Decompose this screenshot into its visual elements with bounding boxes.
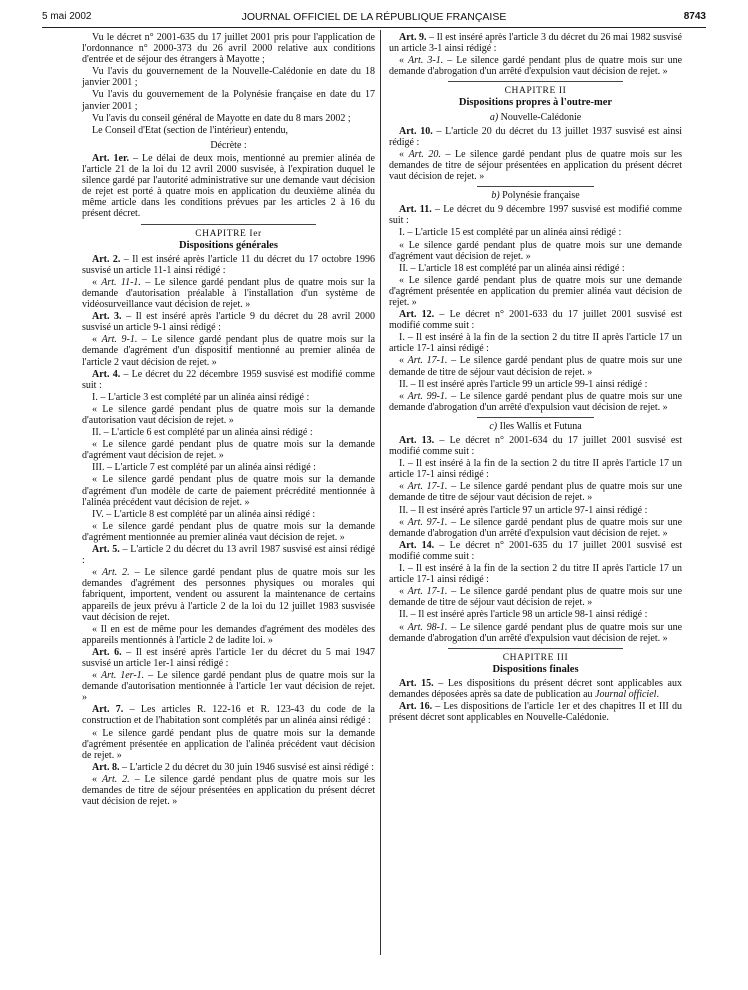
divider	[448, 81, 624, 82]
article-7-quote: « Le silence gardé pendant plus de quatre mois sur la demande d'agrément présentée en application de l'alinéa précédent vaut décision de rejet. »	[82, 727, 375, 761]
article-1: Art. 1er. – Le délai de deux mois, mentionné au premier alinéa de l'article 21 de la loi du 12 avril 2000 susvisée, à l'expiration duquel le silence gardé par l'autorité administrative sur une demande vaut décision de rejet est porté à quatre mois en application du deuxième alinéa du même article dans les conditions prévues par les articles 2 à 16 du présent décret.	[82, 152, 375, 220]
article-11-ii: II. – L'article 18 est complété par un alinéa ainsi rédigé :	[399, 262, 625, 274]
article-4: Art. 4. – Le décret du 22 décembre 1959 susvisé est modifié comme suit :	[82, 368, 375, 391]
article-11: Art. 11. – Le décret du 9 décembre 1997 susvisé est modifié comme suit :	[389, 204, 682, 227]
right-column	[389, 32, 682, 724]
visa-3: Vu l'avis du gouvernement de la Polynésie française en date du 17 janvier 2001 ;	[82, 89, 375, 112]
article-7: Art. 7. – Les articles R. 122-16 et R. 123-43 du code de la construction et de l'habitation sont complétés par un alinéa ainsi rédigé :	[82, 704, 375, 727]
article-14: Art. 14. – Le décret n° 2001-635 du 17 juillet 2001 susvisé est modifié comme suit :	[389, 539, 682, 562]
article-14-i-quote: « Art. 17-1. – Le silence gardé pendant plus de quatre mois sur une demande de titre de séjour vaut décision de rejet. »	[389, 586, 683, 609]
article-label: Art. 1er.	[92, 152, 129, 164]
article-11-i-quote: « Le silence gardé pendant plus de quatre mois sur une demande d'agrément vaut décision de rejet. »	[389, 239, 682, 262]
article-12-ii-quote: « Art. 99-1. – Le silence gardé pendant plus de quatre mois sur une demande d'abrogation d'un arrêté d'expulsion vaut décision de rejet. »	[389, 390, 683, 413]
visa-4: Vu l'avis du conseil général de Mayotte en date du 8 mars 2002 ;	[92, 112, 351, 124]
article-4-iv-quote: « Le silence gardé pendant plus de quatre mois sur la demande d'agrément mentionnée au premier alinéa vaut décision de rejet. »	[82, 520, 375, 543]
header-title: JOURNAL OFFICIEL DE LA RÉPUBLIQUE FRANÇAISE	[241, 11, 507, 23]
chapter-heading: CHAPITRE Ier	[195, 228, 262, 239]
article-3-quote: « Art. 9-1. – Le silence gardé pendant plus de quatre mois sur la demande d'agrément d'un dispositif mentionné au premier alinéa de l'article 2 vaut décision de rejet. »	[82, 334, 376, 368]
article-16: Art. 16. – Les dispositions de l'article 1er et des chapitres II et III du présent décret sont applicables en Nouvelle-Calédonie.	[389, 701, 682, 724]
subsection-heading: a) Nouvelle-Calédonie	[489, 111, 582, 123]
article-4-ii-quote: « Le silence gardé pendant plus de quatre mois sur la demande d'agrément vaut décision de rejet. »	[82, 439, 375, 462]
article-5-quote-2: « Il en est de même pour les demandes d'agrément des modèles des appareils mentionnés à l'article 2 de ladite loi. »	[82, 623, 375, 646]
subsection-heading: c) Iles Wallis et Futuna	[489, 420, 582, 432]
article-5: Art. 5. – L'article 2 du décret du 13 avril 1987 susvisé est ainsi rédigé :	[82, 544, 375, 567]
article-3: Art. 3. – Il est inséré après l'article 9 du décret du 28 avril 2000 susvisé un article 9-1 ainsi rédigé :	[82, 311, 375, 334]
header-rule	[42, 27, 706, 28]
article-12-i: I. – Il est inséré à la fin de la section 2 du titre II après l'article 17 un article 17-1 ainsi rédigé :	[389, 332, 682, 355]
chapter-heading: CHAPITRE II	[504, 86, 567, 97]
article-14-ii-quote: « Art. 98-1. – Le silence gardé pendant plus de quatre mois sur une demande d'abrogation d'un arrêté d'expulsion vaut décision de rejet. »	[389, 621, 683, 644]
article-8: Art. 8. – L'article 2 du décret du 30 juin 1946 susvisé est ainsi rédigé :	[92, 761, 375, 773]
article-2-quote: « Art. 11-1. – Le silence gardé pendant plus de quatre mois sur la demande d'autorisation préalable à l'installation d'un système de vidéosurveillance vaut décision de rejet. »	[82, 276, 376, 311]
article-13-ii-quote: « Art. 97-1. – Le silence gardé pendant plus de quatre mois sur une demande d'abrogation d'un arrêté d'expulsion vaut décision de rejet. »	[389, 516, 683, 539]
column-divider	[380, 30, 381, 955]
article-11-i: I. – L'article 15 est complété par un alinéa ainsi rédigé :	[399, 227, 622, 239]
article-6: Art. 6. – Il est inséré après l'article 1er du décret du 5 mai 1947 susvisé un article 1er-1 ainsi rédigé :	[82, 646, 375, 669]
article-12-i-quote: « Art. 17-1. – Le silence gardé pendant plus de quatre mois sur une demande de titre de séjour vaut décision de rejet. »	[389, 355, 683, 378]
chapter-title: Dispositions générales	[179, 239, 278, 251]
chapter-title: Dispositions propres à l'outre-mer	[458, 97, 613, 109]
article-6-quote: « Art. 1er-1. – Le silence gardé pendant plus de quatre mois sur la demande d'autorisation mentionnée à l'article 1er vaut décision de rejet. »	[82, 670, 375, 704]
article-2: Art. 2. – Il est inséré après l'article 11 du décret du 17 octobre 1996 susvisé un article 11-1 ainsi rédigé :	[82, 253, 375, 276]
visa-1: Vu le décret n° 2001-635 du 17 juillet 2001 pris pour l'application de l'ordonnance n° 2000-373 du 26 avril 2000 relative aux conditions d'entrée et de séjour des étrangers à Mayotte ;	[82, 32, 375, 66]
chapter-title: Dispositions finales	[492, 663, 579, 675]
article-4-ii: II. – L'article 6 est complété par un alinéa ainsi rédigé :	[92, 427, 313, 439]
divider	[141, 224, 317, 225]
article-4-i-quote: « Le silence gardé pendant plus de quatre mois sur la demande d'autorisation vaut décision de rejet. »	[82, 403, 375, 426]
article-14-i: I. – Il est inséré à la fin de la section 2 du titre II après l'article 17 un article 17-1 ainsi rédigé :	[389, 563, 682, 586]
article-10-quote: « Art. 20. – Le silence gardé pendant plus de quatre mois sur les demandes de titre de séjour présentées en application du présent décret vaut décision de rejet. »	[389, 148, 683, 183]
article-12: Art. 12. – Le décret n° 2001-633 du 17 juillet 2001 susvisé est modifié comme suit :	[389, 309, 682, 332]
divider	[448, 648, 624, 649]
decrete: Décrète :	[210, 139, 247, 151]
header-page-number: 8743	[683, 11, 706, 22]
article-13-i-quote: « Art. 17-1. – Le silence gardé pendant plus de quatre mois sur une demande de titre de séjour vaut décision de rejet. »	[389, 481, 683, 504]
page-header	[42, 11, 706, 27]
article-12-ii: II. – Il est inséré après l'article 99 un article 99-1 ainsi rédigé :	[399, 378, 648, 390]
article-13-i: I. – Il est inséré à la fin de la section 2 du titre II après l'article 17 un article 17-1 ainsi rédigé :	[389, 458, 682, 481]
article-9-quote: « Art. 3-1. – Le silence gardé pendant plus de quatre mois sur une demande d'abrogation d'un arrêté d'expulsion vaut décision de rejet. »	[389, 55, 683, 78]
article-9: Art. 9. – Il est inséré après l'article 3 du décret du 26 mai 1982 susvisé un article 3-1 ainsi rédigé :	[389, 32, 682, 55]
article-11-ii-quote: « Le silence gardé pendant plus de quatre mois sur une demande d'agrément présentée en application du premier alinéa vaut décision de rejet. »	[389, 274, 682, 308]
subsection-heading: b) Polynésie française	[491, 190, 580, 202]
article-14-ii: II. – Il est inséré après l'article 98 un article 98-1 ainsi rédigé :	[399, 609, 648, 621]
article-4-i: I. – L'article 3 est complété par un alinéa ainsi rédigé :	[92, 391, 310, 403]
article-13-ii: II. – Il est inséré après l'article 97 un article 97-1 ainsi rédigé :	[399, 504, 648, 516]
visa-2: Vu l'avis du gouvernement de la Nouvelle-Calédonie en date du 18 janvier 2001 ;	[82, 66, 375, 89]
article-15: Art. 15. – Les dispositions du présent décret sont applicables aux demandes déposées après sa date de publication au Journal officiel.	[389, 677, 682, 700]
article-8-quote: « Art. 2. – Le silence gardé pendant plus de quatre mois sur les demandes de titre de séjour présentées en application du présent décret vaut décision de rejet. »	[82, 773, 376, 808]
article-4-iii: III. – L'article 7 est complété par un alinéa ainsi rédigé :	[92, 462, 316, 474]
header-date: 5 mai 2002	[42, 11, 92, 22]
article-10: Art. 10. – L'article 20 du décret du 13 juillet 1937 susvisé est ainsi rédigé :	[389, 125, 682, 148]
divider	[477, 186, 594, 187]
article-4-iv: IV. – L'article 8 est complété par un alinéa ainsi rédigé :	[92, 508, 316, 520]
article-5-quote: « Art. 2. – Le silence gardé pendant plus de quatre mois sur les demandes d'agrément des personnes physiques ou morales qui fabriquent, importent, vendent ou assurent la maintenance de certains appareils de jeux prévu à l'article 2 de la loi du 12 juillet 1983 susvisée vaut décision de rejet.	[82, 567, 376, 623]
divider	[477, 417, 594, 418]
visa-5: Le Conseil d'Etat (section de l'intérieur) entendu,	[92, 124, 289, 136]
chapter-heading: CHAPITRE III	[502, 652, 569, 663]
article-4-iii-quote: « Le silence gardé pendant plus de quatre mois sur la demande d'agrément d'un modèle de carte de paiement précrédité mentionnée à l'alinéa précédent vaut décision de rejet. »	[82, 474, 375, 508]
article-13: Art. 13. – Le décret n° 2001-634 du 17 juillet 2001 susvisé est modifié comme suit :	[389, 435, 682, 458]
left-column	[82, 32, 375, 808]
